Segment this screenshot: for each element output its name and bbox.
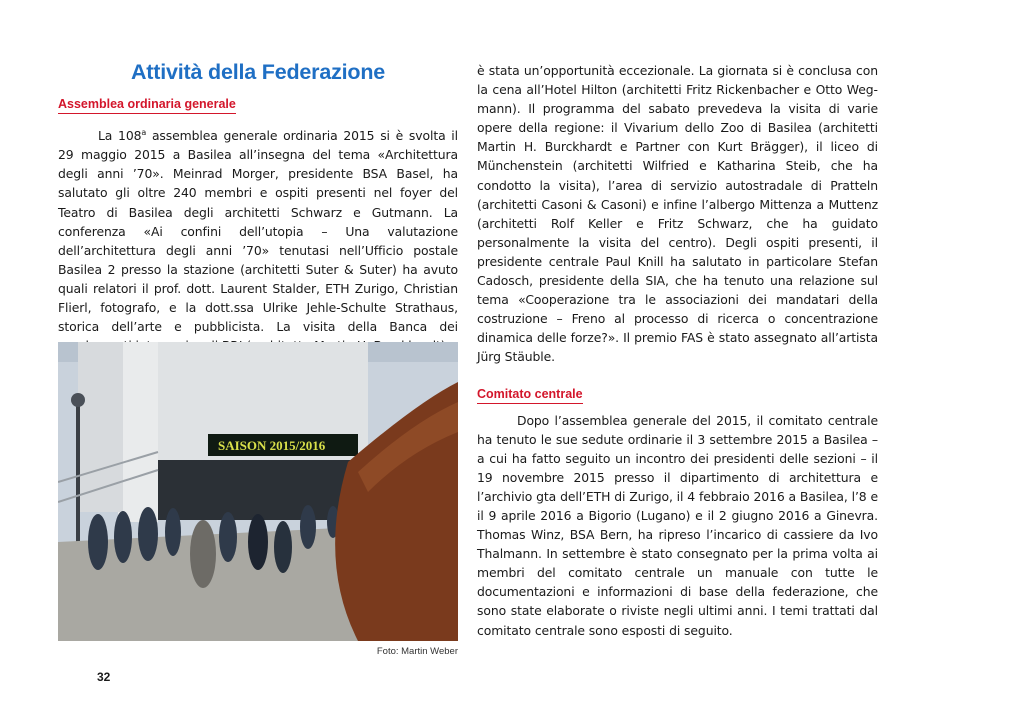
saison-sign: SAISON 2015/2016 — [218, 438, 326, 453]
page-number: 32 — [97, 670, 111, 684]
paragraph-comitato: Dopo l’assemblea generale del 2015, il comitato centrale ha tenuto le sue sedute ordinarie il 3 settembre 2015 a Basilea – a cui ha fatto seguito un incontro dei presidenti delle sezioni – il 19 novembre 2015 presso il dipartimento di architettura e l’archivio gta dell’ETH di Zurigo, il 4 febbraio 2016 a Basilea, l’8 e il 9 aprile 2016 a Bigorio (Lugano) e il 2 giugno 2016 a Ginevra. Thomas Winz, BSA Bern, ha ripreso l’incarico di cassiere da Ivo Thalmann. In settembre è stato consegnato per la prima volta ai membri del comitato centrale un manuale con tutte le documentazioni e informazioni di base della federazione, che sono state elaborate o riviste negli ultimi anni. I temi trattati dal comitato centrale sono esposti di seguito. — [477, 412, 878, 638]
section-heading-assemblea: Assemblea ordinaria generale — [58, 97, 236, 114]
photo-caption: Foto: Martin Weber — [376, 646, 458, 657]
page-title: Attività della Federazione — [130, 60, 386, 84]
right-column — [477, 61, 878, 640]
left-column — [58, 60, 458, 355]
section-heading-comitato: Comitato centrale — [477, 387, 583, 404]
theatre-photo — [58, 342, 458, 641]
paragraph-assemblea: La 108$^a$ assemblea generale ordinaria 2015 si è svolta il 29 maggio 2015 a Basilea all’insegna del tema «Architettura degli anni ’70». Meinrad Morger, presidente BSA Basel, ha salutato gli oltre 240 membri e ospiti presenti nel foyer del Teatro di Basilea degli architetti Schwarz e Gutmann. La conferenza «Ai confini dell’utopia – Una valutazione dell’architettura degli anni ’70» tenutasi nell’Ufficio postale Basilea 2 presso la stazione (architetti Suter & Suter) ha avuto quali relatori il prof. dott. Laurent Stalder, ETH Zurigo, Christian Flierl, fotografo, e la dott.ssa Ulrike Jehle-Schulte Strathaus, storica dell’arte e pubblicista. La visita della Banca dei — [58, 128, 458, 335]
paragraph-assemblea-continued: è stata un’opportunità eccezionale. La giornata si è conclusa con la cena all’Hotel Hilton (architetti Fritz Rickenbacher e Otto Wegmann). Il programma del sabato prevedeva la visita di varie opere della regione: il Vivarium dello Zoo di Basilea (architetti Martin H. Burckhardt e Partner con Kurt Brägger), il liceo di Münchenstein (architetti Wilfried e Katharina Steib, che ha condotto la visita), l’area di servizio autostradale di Pratteln (architetti Casoni & Casoni) e infine l’albergo Mittenza a Muttenz (architetti Rolf Keller e Fritz Schwarz, che ha guidato personalmente la visita del centro). Degli ospiti presenti, il presidente centrale Paul Knill ha salutato in particolare Stefan Cadosch, presidente della SIA, che ha tenuto una relazione sul tema «Cooperazione tra le associazioni dei mandatari della costruzione – Freno al processo di ricerca o concentrazione dinamica delle forze?». Il premio FAS è stato assegnato all’artista Jürg Stäuble. — [477, 63, 878, 365]
